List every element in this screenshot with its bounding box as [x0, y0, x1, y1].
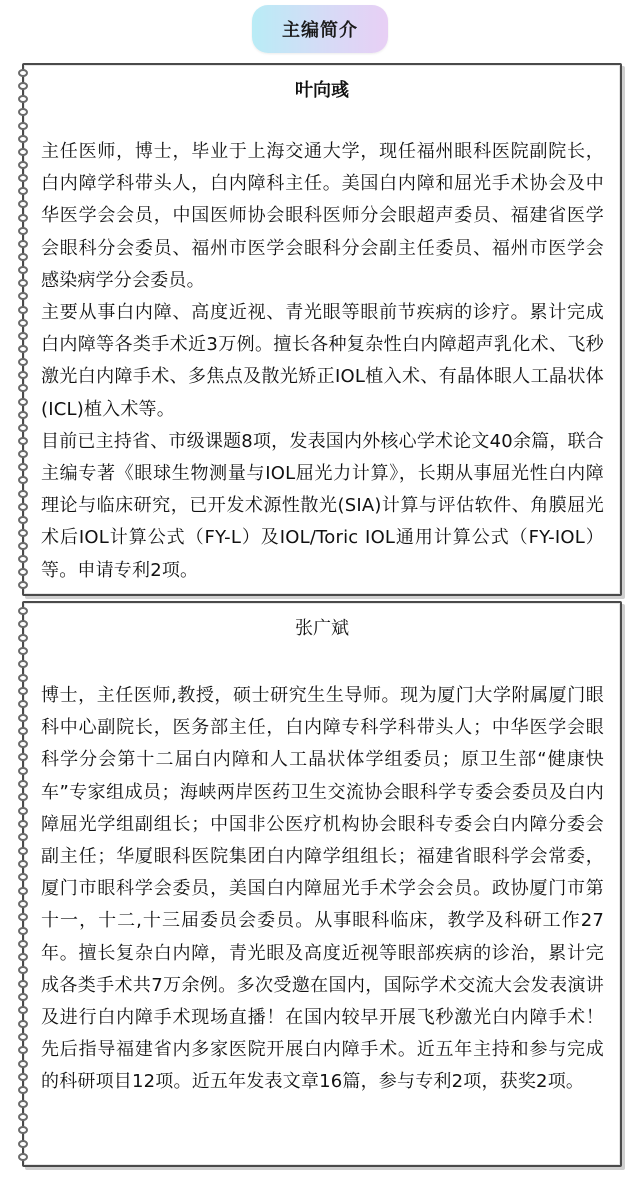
- spiral-binding-decoration: [18, 69, 30, 590]
- editor-name: 张广斌: [295, 618, 349, 639]
- bio-paragraph: 主任医师，博士，毕业于上海交通大学，现任福州眼科医院副院长，白内障学科带头人，白内障科主任。美国白内障和屈光手术协会及中华医学会会员，中国医师协会眼科医师分会眼超声委员、福建省医学会眼科分会委员、福州市医学会眼科分会副主任委员、福州市医学会感染病学分会委员。: [41, 141, 604, 291]
- bio-paragraph: 博士，主任医师,教授，硕士研究生生导师。现为厦门大学附属厦门眼科中心副院长，医务部主任，白内障专科学科带头人；中华医学会眼科学分会第十二届白内障和人工晶状体学组委员；原卫生部“健康快车”专家组成员；海峡两岸医药卫生交流协会眼科学专委会委员及白内障屈光学组副组长；中国非公医疗机构协会眼科专委会白内障分委会副主任；华厦眼科医院集团白内障学组组长；福建省眼科学会常委，厦门市眼科学会委员，美国白内障屈光手术学会会员。政协厦门市第十一，十二,十三届委员会委员。从事眼科临床，教学及科研工作27年。擅长复杂白内障，青光眼及高度近视等眼部疾病的诊治，累计完成各类手术共7万余例。多次受邀在国内，国际学术交流大会发表演讲及进行白内障手术现场直播！在国内较早开展飞秒激光白内障手术！先后指导福建省内多家医院开展白内障手术。近五年主持和参与完成的科研项目12项。近五年发表文章16篇，参与专利2项，获奖2项。: [41, 685, 604, 1093]
- editor-card-zhang: [22, 601, 622, 1167]
- spiral-binding-decoration: [18, 607, 30, 1161]
- editor-name: 叶向彧: [295, 80, 349, 101]
- editor-card-ye: [22, 63, 622, 596]
- section-title: 主编简介: [282, 20, 358, 41]
- bio-paragraph: 目前已主持省、市级课题8项，发表国内外核心学术论文40余篇，联合主编专著《眼球生物测量与IOL屈光力计算》，长期从事屈光性白内障理论与临床研究，已开发术源性散光(SIA)计算与评估软件、角膜屈光术后IOL计算公式（FY-L）及IOL/Toric IOL通用计算公式（FY-IOL）等。申请专利2项。: [41, 430, 604, 581]
- bio-paragraph: 主要从事白内障、高度近视、青光眼等眼前节疾病的诊疗。累计完成白内障等各类手术近3万例。擅长各种复杂性白内障超声乳化术、飞秒激光白内障手术、多焦点及散光矫正IOL植入术、有晶体眼人工晶状体(ICL)植入术等。: [41, 302, 604, 420]
- editor-bio: [24, 680, 620, 1099]
- section-title-badge: [252, 5, 388, 53]
- editor-bio: [24, 136, 620, 587]
